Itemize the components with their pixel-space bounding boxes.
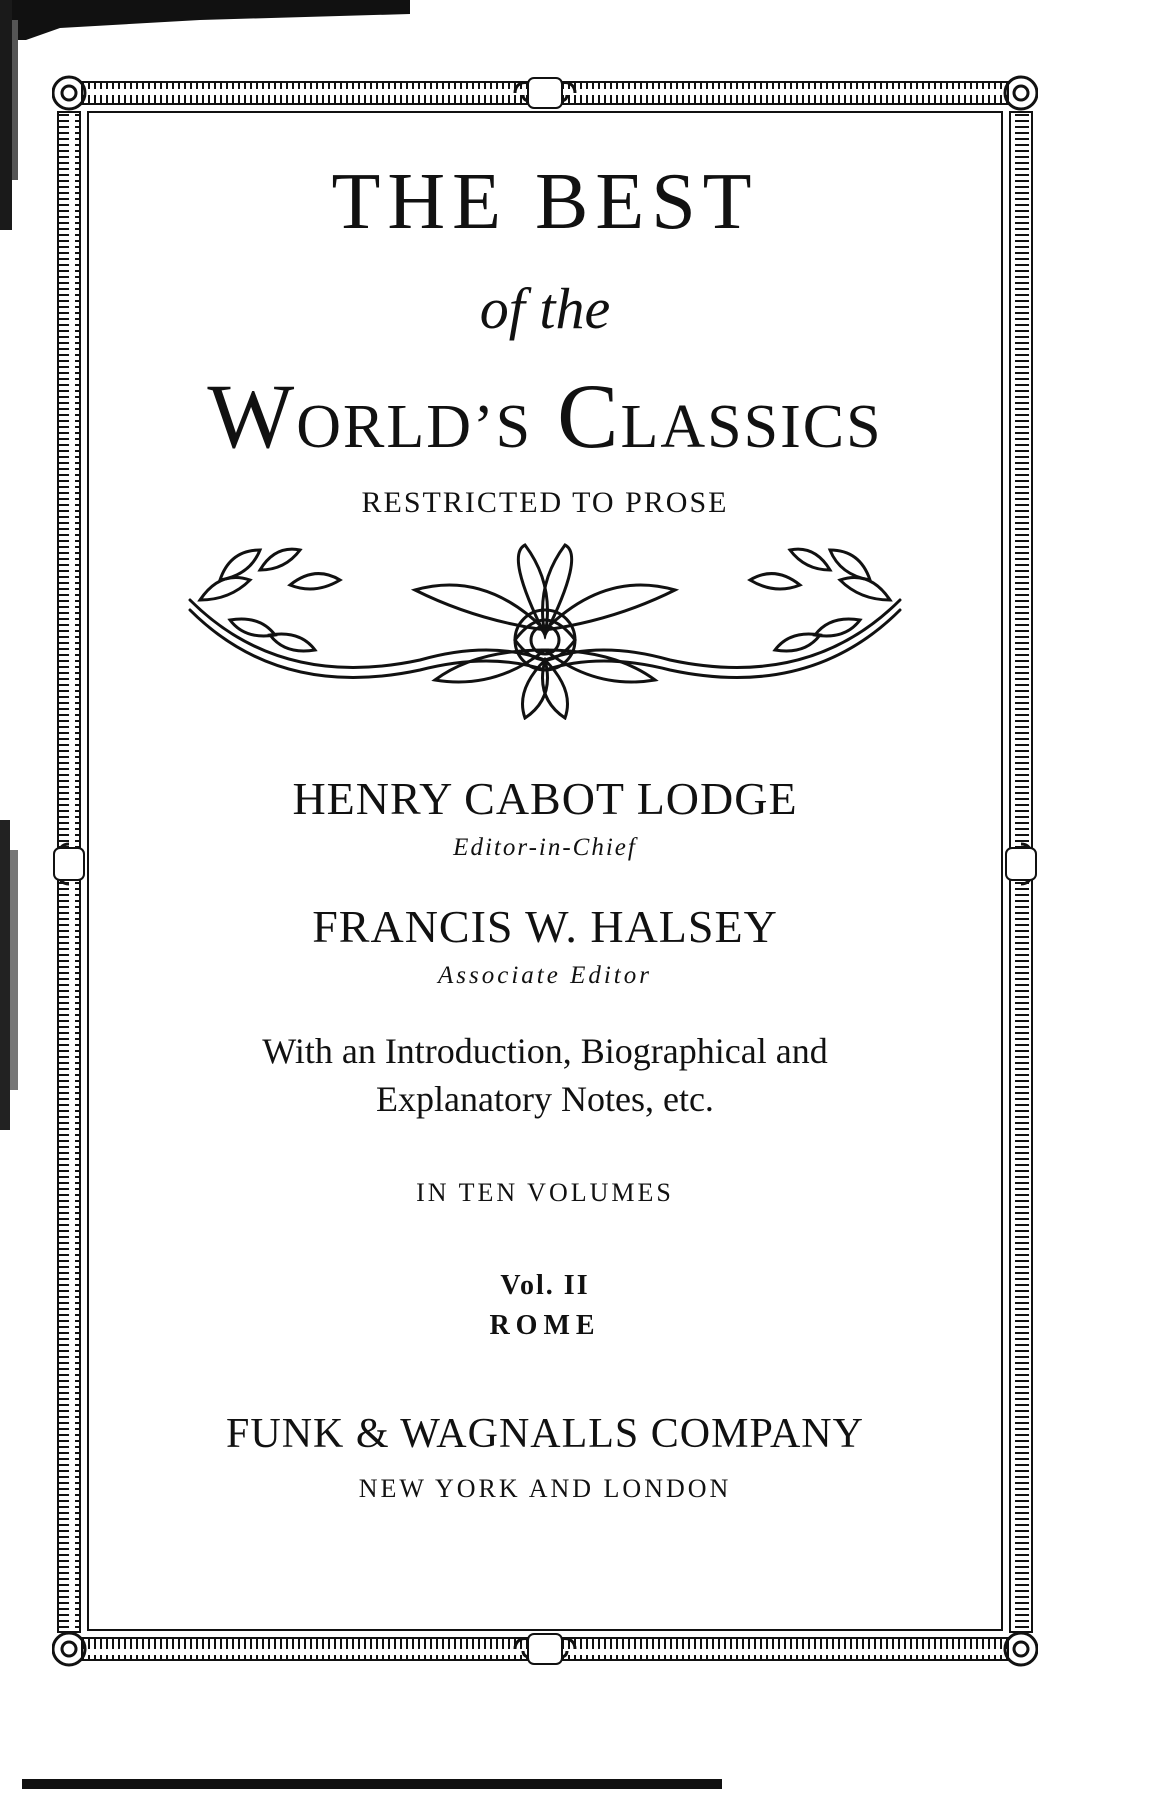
floral-garland-ornament — [160, 540, 930, 720]
title-page — [80, 100, 1010, 1644]
introduction-line-2: Explanatory Notes, etc. — [376, 1079, 714, 1119]
publisher-location: NEW YORK AND LONDON — [358, 1474, 732, 1503]
title-word-orlds: ORLD’S — [296, 393, 533, 461]
publisher-name: FUNK & WAGNALLS COMPANY — [226, 1411, 864, 1457]
associate-editor-role: Associate Editor — [438, 962, 652, 989]
scan-bottom-bar — [22, 1779, 722, 1789]
editor-in-chief-role: Editor-in-Chief — [453, 834, 637, 861]
scan-left-edge — [0, 0, 34, 1280]
title-line-worlds-classics — [80, 365, 1010, 467]
title-initial-c: C — [557, 365, 621, 467]
volume-subject: ROME — [489, 1310, 601, 1341]
volumes-note: IN TEN VOLUMES — [416, 1178, 674, 1207]
associate-editor-name: FRANCIS W. HALSEY — [312, 901, 778, 952]
title-line-the-best: THE BEST — [331, 158, 759, 246]
introduction-line-1: With an Introduction, Biographical and — [262, 1031, 828, 1071]
title-line-of-the: of the — [479, 276, 611, 341]
subtitle-restricted-to-prose: RESTRICTED TO PROSE — [361, 486, 729, 519]
scan-top-edge — [0, 0, 410, 40]
title-initial-w: W — [207, 365, 297, 467]
editor-in-chief-name: HENRY CABOT LODGE — [292, 773, 798, 824]
title-word-lassics: LASSICS — [620, 393, 883, 461]
volume-number: Vol. II — [500, 1270, 590, 1301]
